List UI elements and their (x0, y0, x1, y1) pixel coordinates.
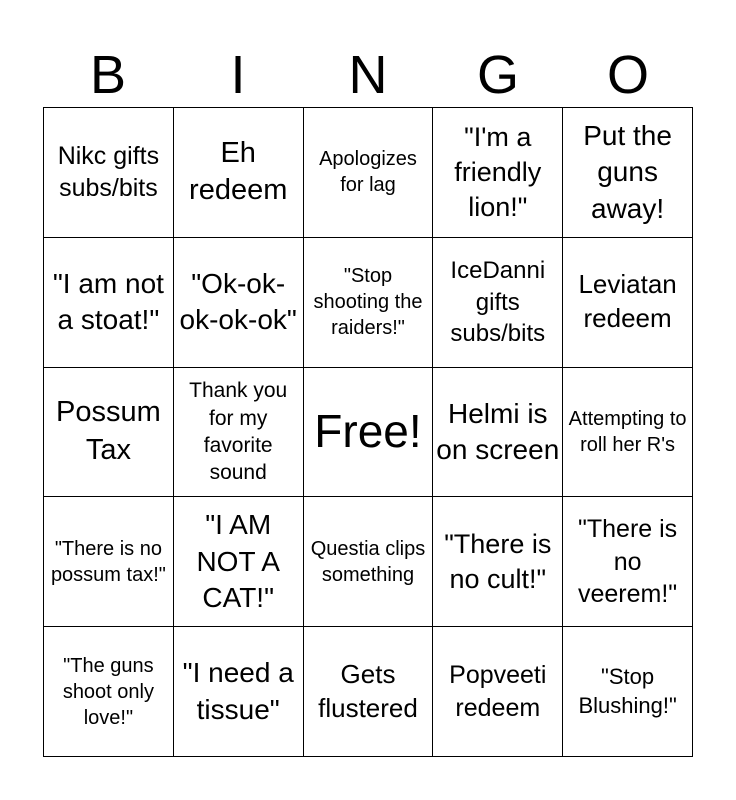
bingo-cell[interactable]: Apologizes for lag (304, 108, 434, 238)
bingo-cell[interactable]: Attempting to roll her R's (563, 368, 693, 498)
bingo-cell[interactable]: Possum Tax (44, 368, 174, 498)
bingo-cell[interactable]: "Stop Blushing!" (563, 627, 693, 757)
bingo-cell[interactable]: Popveeti redeem (433, 627, 563, 757)
bingo-cell[interactable]: "I need a tissue" (174, 627, 304, 757)
bingo-cell[interactable]: "There is no possum tax!" (44, 497, 174, 627)
bingo-cell[interactable]: Eh redeem (174, 108, 304, 238)
bingo-cell[interactable]: "I am not a stoat!" (44, 238, 174, 368)
header-letter-g: G (476, 45, 519, 105)
bingo-cell[interactable]: "I'm a friendly lion!" (433, 108, 563, 238)
bingo-cell[interactable]: "I AM NOT A CAT!" (174, 497, 304, 627)
free-space-cell[interactable]: Free! (304, 368, 434, 498)
bingo-cell[interactable]: Put the guns away! (563, 108, 693, 238)
bingo-header (43, 44, 693, 106)
header-letter-n: N (348, 45, 388, 105)
bingo-cell[interactable]: Thank you for my favorite sound (174, 368, 304, 498)
bingo-cell[interactable]: Helmi is on screen (433, 368, 563, 498)
bingo-cell[interactable]: "There is no veerem!" (563, 497, 693, 627)
bingo-cell[interactable]: Leviatan redeem (563, 238, 693, 368)
bingo-card-grid (43, 107, 693, 757)
bingo-cell[interactable]: Gets flustered (304, 627, 434, 757)
bingo-cell[interactable]: Nikc gifts subs/bits (44, 108, 174, 238)
bingo-cell[interactable]: IceDanni gifts subs/bits (433, 238, 563, 368)
bingo-cell[interactable]: "There is no cult!" (433, 497, 563, 627)
bingo-cell[interactable]: "Ok-ok-ok-ok-ok" (174, 238, 304, 368)
bingo-cell[interactable]: Questia clips something (304, 497, 434, 627)
header-letter-b: B (89, 45, 127, 105)
header-letter-o: O (606, 45, 649, 105)
bingo-cell[interactable]: "The guns shoot only love!" (44, 627, 174, 757)
header-letter-i: I (230, 45, 246, 105)
bingo-cell[interactable]: "Stop shooting the raiders!" (304, 238, 434, 368)
